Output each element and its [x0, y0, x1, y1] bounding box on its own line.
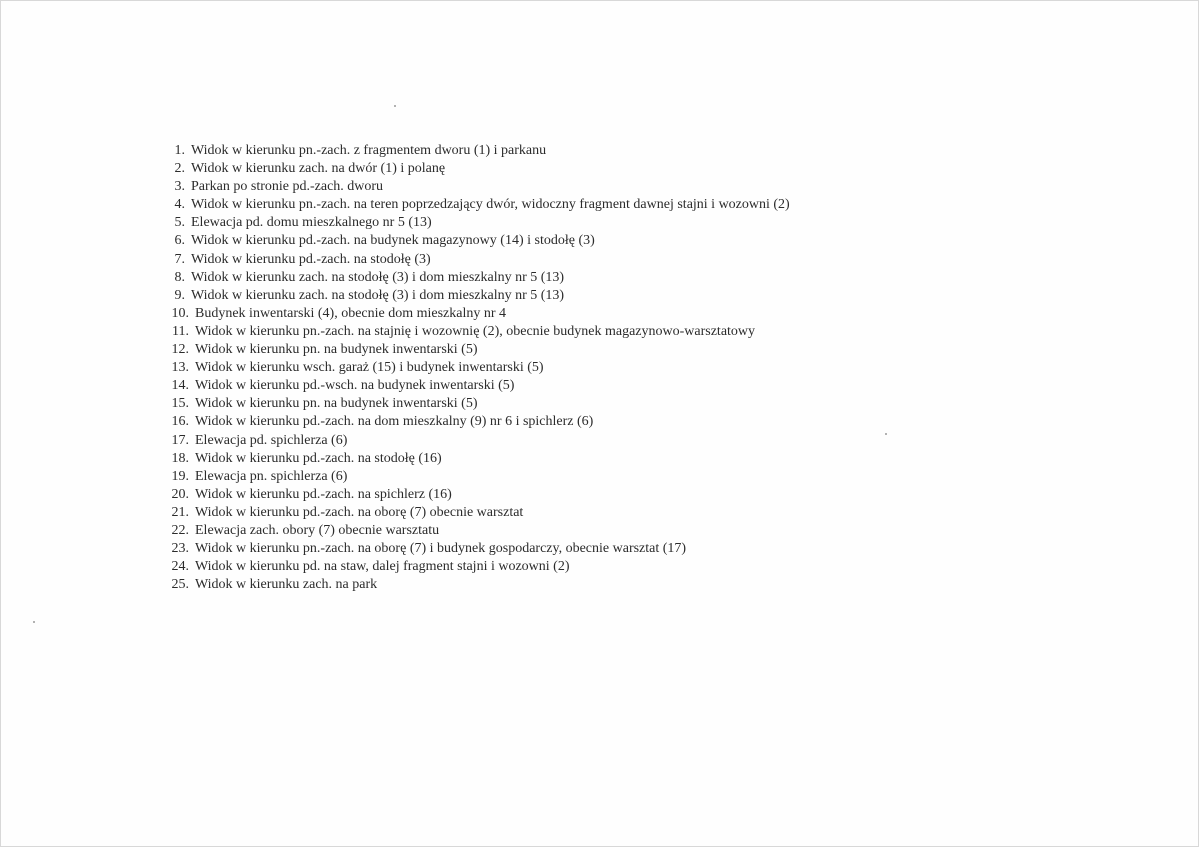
caption-item: [1, 160, 790, 178]
caption-item: [1, 196, 790, 214]
caption-number: 17.: [171, 432, 189, 448]
caption-text: Widok w kierunku pd.-zach. na budynek magazynowy (14) i stodołę (3): [191, 233, 595, 249]
caption-item: [1, 232, 790, 250]
caption-item: [1, 450, 790, 468]
caption-item: [1, 504, 790, 522]
caption-text: Widok w kierunku pd.-zach. na oborę (7) obecnie warsztat: [195, 504, 524, 520]
caption-text: Widok w kierunku pd.-zach. na stodołę (3): [191, 251, 431, 267]
caption-number: 18.: [171, 450, 189, 466]
caption-text: Widok w kierunku pn.-zach. z fragmentem dworu (1) i parkanu: [191, 143, 547, 158]
caption-number: 6.: [174, 233, 185, 249]
caption-item: [1, 305, 790, 323]
caption-number: 8.: [174, 269, 185, 285]
caption-item: [1, 468, 790, 486]
caption-item: [1, 269, 790, 287]
caption-number: 10.: [171, 305, 189, 321]
caption-number: 5.: [174, 215, 185, 231]
caption-text: Widok w kierunku pd.-zach. na dom mieszkalny (9) nr 6 i spichlerz (6): [195, 414, 594, 430]
caption-number: 23.: [171, 541, 189, 557]
caption-number: 15.: [171, 396, 189, 412]
caption-number: 4.: [174, 197, 185, 213]
caption-item: [1, 287, 790, 305]
caption-number: 14.: [171, 378, 189, 394]
caption-text: Widok w kierunku wsch. garaż (15) i budynek inwentarski (5): [195, 360, 544, 376]
caption-text: Widok w kierunku pn.-zach. na teren poprzedzający dwór, widoczny fragment dawnej stajni i wozowni (2): [191, 197, 790, 213]
caption-item: [1, 142, 790, 160]
caption-text: Widok w kierunku pd.-zach. na stodołę (16): [195, 450, 442, 466]
caption-text: Widok w kierunku pd. na staw, dalej fragment stajni i wozowni (2): [195, 559, 570, 575]
caption-item: [1, 178, 790, 196]
caption-text: Elewacja zach. obory (7) obecnie warsztatu: [195, 522, 440, 538]
caption-number: 22.: [171, 522, 189, 538]
caption-text: Widok w kierunku zach. na dwór (1) i polanę: [191, 161, 446, 177]
caption-number: 19.: [171, 468, 189, 484]
scan-speck: [33, 621, 35, 623]
caption-item: [1, 558, 790, 576]
caption-item: [1, 395, 790, 413]
caption-number: 20.: [171, 486, 189, 502]
photo-caption-list: [1, 142, 790, 594]
caption-number: 16.: [171, 414, 189, 430]
caption-text: Elewacja pn. spichlerza (6): [195, 468, 348, 484]
scan-speck: [394, 105, 396, 107]
caption-item: [1, 214, 790, 232]
caption-text: Widok w kierunku zach. na park: [195, 577, 378, 593]
caption-item: [1, 432, 790, 450]
caption-text: Widok w kierunku pd.-wsch. na budynek inwentarski (5): [195, 378, 515, 394]
caption-item: [1, 540, 790, 558]
scan-speck: [885, 433, 887, 435]
caption-item: [1, 359, 790, 377]
caption-text: Widok w kierunku pn.-zach. na stajnię i wozownię (2), obecnie budynek magazynowo-warsztatowy: [195, 323, 756, 339]
caption-item: [1, 576, 790, 594]
caption-number: 25.: [171, 577, 189, 593]
caption-item: [1, 323, 790, 341]
caption-number: 13.: [171, 360, 189, 376]
caption-number: 1.: [174, 143, 185, 158]
caption-number: 9.: [174, 287, 185, 303]
caption-number: 11.: [172, 323, 189, 339]
caption-text: Widok w kierunku zach. na stodołę (3) i dom mieszkalny nr 5 (13): [191, 287, 565, 303]
caption-text: Parkan po stronie pd.-zach. dworu: [191, 179, 384, 195]
caption-item: [1, 341, 790, 359]
caption-number: 2.: [174, 161, 185, 177]
caption-text: Elewacja pd. spichlerza (6): [195, 432, 348, 448]
caption-item: [1, 522, 790, 540]
caption-number: 24.: [171, 559, 189, 575]
caption-number: 21.: [171, 504, 189, 520]
caption-number: 7.: [174, 251, 185, 267]
caption-text: Widok w kierunku pd.-zach. na spichlerz (16): [195, 486, 452, 502]
caption-text: Widok w kierunku pn. na budynek inwentarski (5): [195, 342, 478, 358]
caption-text: Budynek inwentarski (4), obecnie dom mieszkalny nr 4: [195, 305, 507, 321]
caption-item: [1, 486, 790, 504]
caption-text: Widok w kierunku pn. na budynek inwentarski (5): [195, 396, 478, 412]
caption-text: Elewacja pd. domu mieszkalnego nr 5 (13): [191, 215, 432, 231]
caption-text: Widok w kierunku pn.-zach. na oborę (7) i budynek gospodarczy, obecnie warsztat (17): [195, 541, 687, 557]
caption-item: [1, 251, 790, 269]
caption-number: 12.: [171, 342, 189, 358]
caption-item: [1, 413, 790, 431]
caption-item: [1, 377, 790, 395]
caption-number: 3.: [174, 179, 185, 195]
caption-text: Widok w kierunku zach. na stodołę (3) i dom mieszkalny nr 5 (13): [191, 269, 565, 285]
